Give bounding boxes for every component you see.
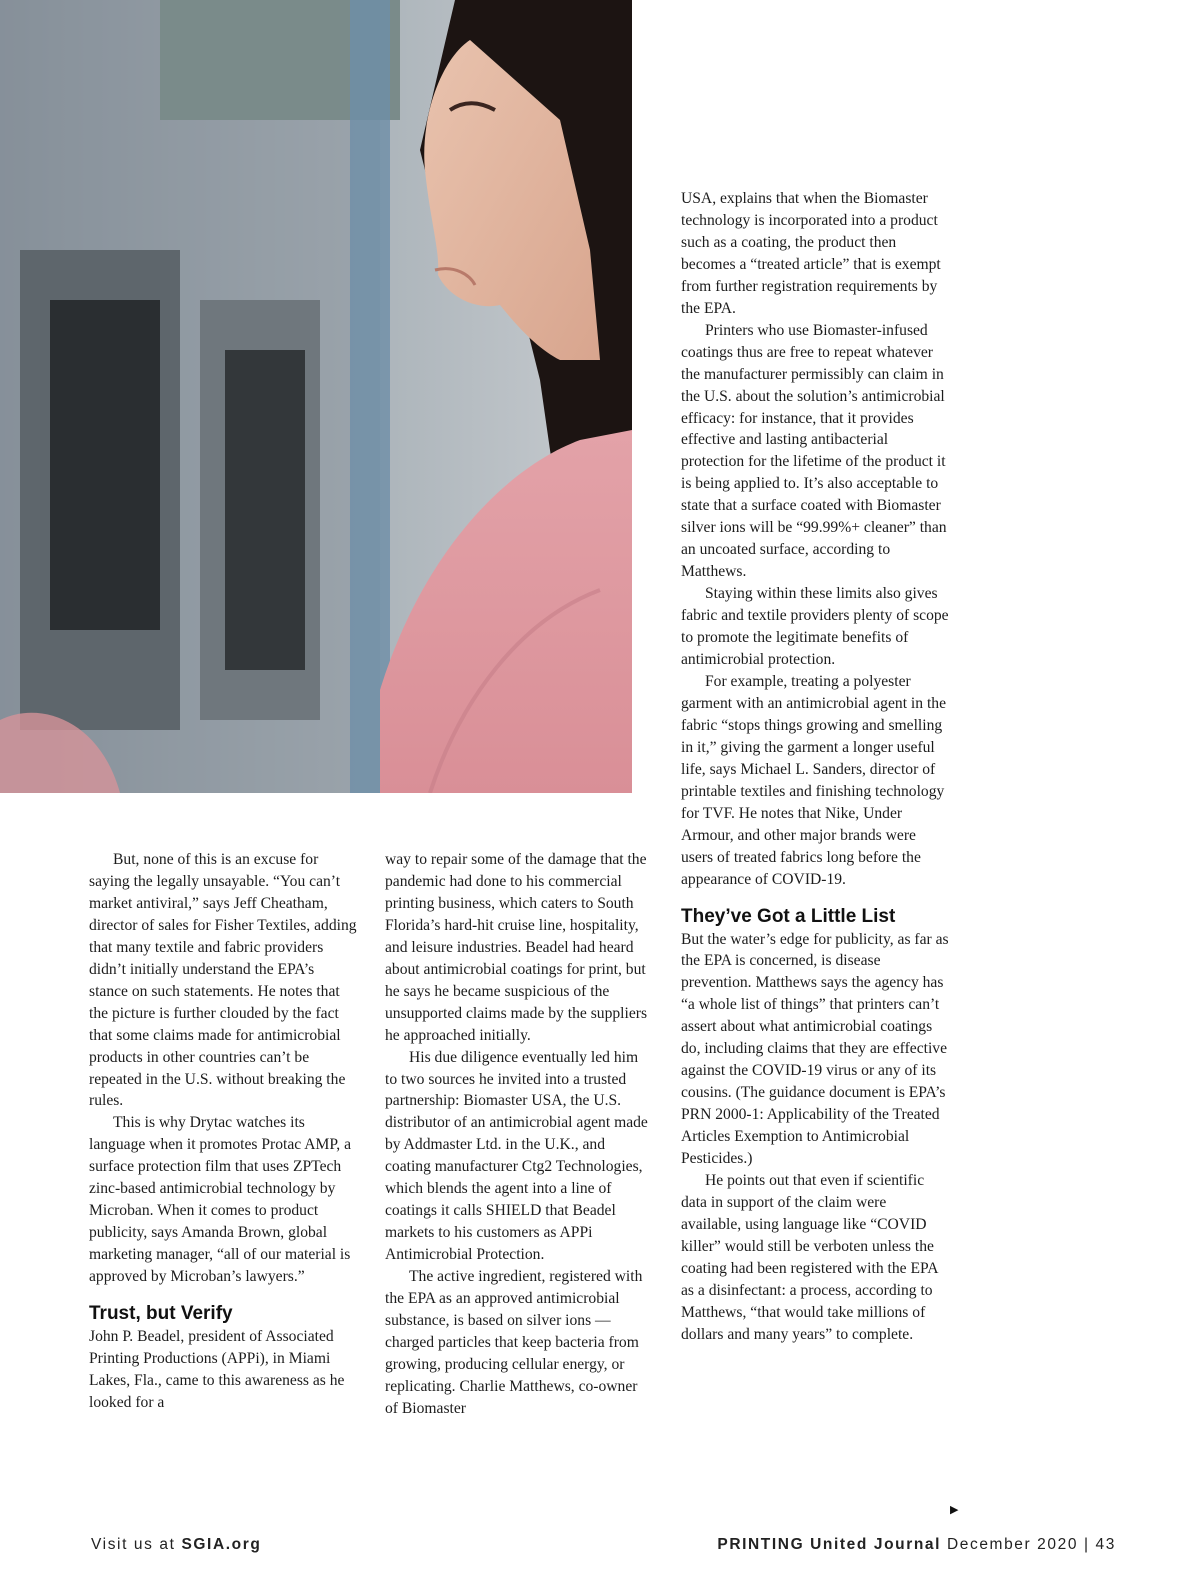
column-3 bbox=[681, 188, 949, 1346]
footer-right bbox=[717, 1536, 1116, 1554]
paragraph: For example, treating a polyester garment with an antimicrobial agent in the fabric “stops things growing and smelling in it,” giving the garment a longer useful life, says Michael L. Sanders, director of printable textiles and finishing technology for TVF. He notes that Nike, Under Armour, and other major brands were users of treated fabrics long before the appearance of COVID-19. bbox=[681, 672, 947, 888]
footer-separator: | bbox=[1083, 1536, 1090, 1553]
paragraph: He points out that even if scientific data in support of the claim were available, using language like “COVID killer” would still be verboten unless the coating had been registered with the EPA as a disinfectant: a process, according to Matthews, “that would take millions of dollars and many years” to complete. bbox=[681, 1171, 938, 1343]
paragraph: But the water’s edge for publicity, as far as the EPA is concerned, is disease prevention. Matthews says the agency has “a whole list of things” that printers can’t assert about what antimicrobial coatings do, including claims that they are effective against the COVID-19 virus or any of its cousins. (The guidance document is EPA’s PRN 2000-1: Applicability of the Treated Articles Exemption to Antimicrobial Pesticides.) bbox=[681, 930, 949, 1168]
paragraph: way to repair some of the damage that the pandemic had done to his commercial printing business, which caters to South Florida’s hard-hit cruise line, hospitality, and leisure industries. Beadel had heard about antimicrobial coatings for print, but he says he became suspicious of the unsupported claims made by the suppliers he approached initially. bbox=[385, 851, 648, 1044]
publication-name: PRINTING United Journal bbox=[717, 1536, 942, 1553]
column-1 bbox=[89, 849, 357, 1414]
paragraph: Printers who use Biomaster-infused coatings thus are free to repeat whatever the manufacturer permissibly can claim in the U.S. about the solution’s antimicrobial efficacy: for instance, that it provides effective and lasting antibacterial protection for the lifetime of the product it is being applied to. It’s also acceptable to state that a surface coated with Biomaster silver ions will be “99.99%+ cleaner” than an uncoated surface, according to Matthews. bbox=[681, 321, 947, 581]
section-heading: Trust, but Verify bbox=[89, 1303, 233, 1325]
section-heading: They’ve Got a Little List bbox=[681, 905, 896, 927]
paragraph: But, none of this is an excuse for saying the legally unsayable. “You can’t market antiviral,” says Jeff Cheatham, director of sales for Fisher Textiles, adding that many textile and fabric providers didn’t initially understand the EPA’s stance on such statements. He notes that the picture is further clouded by the fact that some claims made for antimicrobial products in other countries can’t be repeated in the U.S. without breaking the rules. bbox=[89, 851, 357, 1110]
paragraph: Staying within these limits also gives fabric and textile providers plenty of scope to promote the legitimate benefits of antimicrobial protection. bbox=[681, 585, 949, 669]
footer-left bbox=[91, 1536, 261, 1554]
article-photo bbox=[0, 0, 632, 793]
photo-woman-at-kiosk-icon bbox=[0, 0, 632, 793]
continue-arrow-icon: ▶ bbox=[950, 1504, 959, 1516]
footer-visit-text: Visit us at bbox=[91, 1536, 176, 1553]
paragraph: His due diligence eventually led him to two sources he invited into a trusted partnership: Biomaster USA, the U.S. distributor of an antimicrobial agent made by Addmaster Ltd. in the U.K., and coating manufacturer Ctg2 Technologies, which blends the agent into a line of coatings it calls SHIELD that Beadel markets to his customers as APPi Antimicrobial Protection. bbox=[385, 1048, 648, 1264]
paragraph: The active ingredient, registered with the EPA as an approved antimicrobial substance, is based on silver ions — charged particles that keep bacteria from growing, producing cellular energy, or replicating. Charlie Matthews, co-owner of Biomaster bbox=[385, 1268, 643, 1417]
paragraph: John P. Beadel, president of Associated Printing Productions (APPi), in Miami Lakes, Fla., came to this awareness as he looked for a bbox=[89, 1328, 345, 1411]
issue-date: December 2020 bbox=[946, 1536, 1079, 1553]
column-2 bbox=[385, 849, 653, 1420]
page-number: 43 bbox=[1095, 1536, 1116, 1553]
paragraph: USA, explains that when the Biomaster technology is incorporated into a product such as a coating, the product then becomes a “treated article” that is exempt from further registration requirements by the EPA. bbox=[681, 190, 941, 317]
paragraph: This is why Drytac watches its language when it promotes Protac AMP, a surface protection film that uses ZPTech zinc-based antimicrobial technology by Microban. When it comes to product publicity, says Amanda Brown, global marketing manager, “all of our material is approved by Microban’s lawyers.” bbox=[89, 1114, 352, 1286]
footer-site-link[interactable]: SGIA.org bbox=[181, 1536, 262, 1553]
